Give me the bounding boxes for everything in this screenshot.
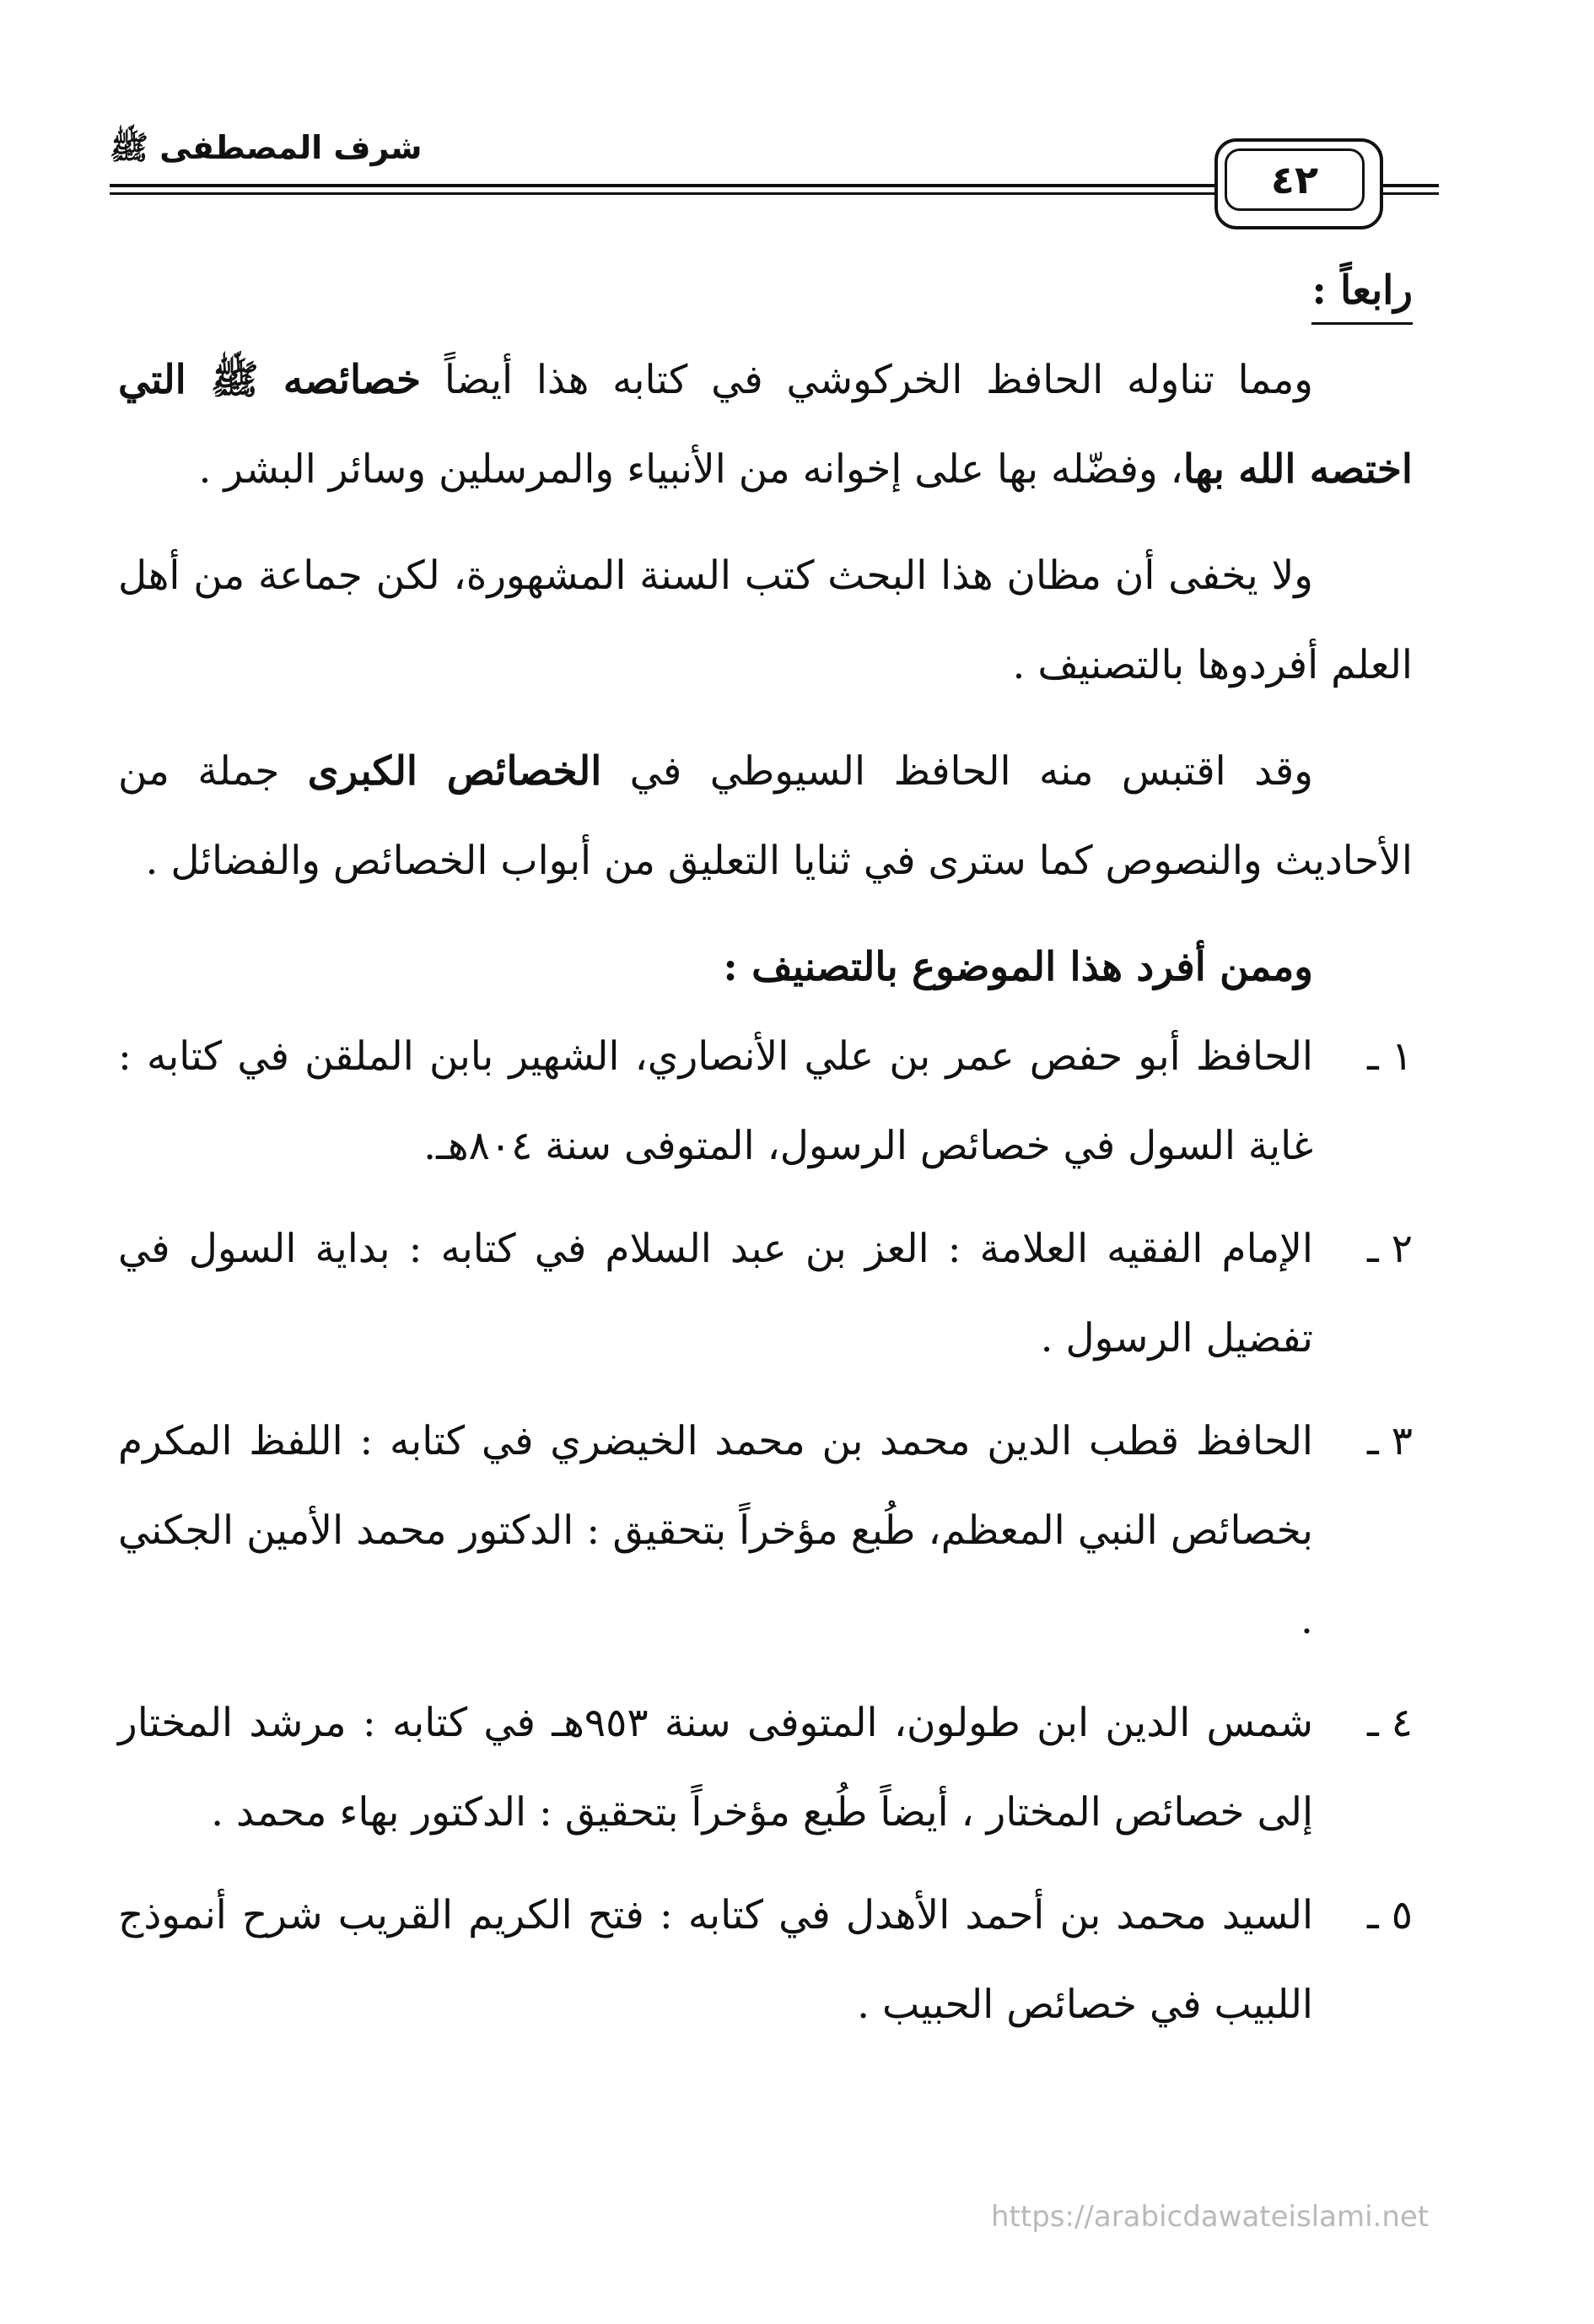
section-heading-wrap	[118, 246, 1413, 336]
list-item-number: ٥ ـ	[1367, 1892, 1414, 1938]
list-item-text: الإمام الفقيه العلامة : العز بن عبد السلام في كتابه : بداية السول في تفضيل الرسول .	[118, 1226, 1313, 1362]
paragraph-1-bold: خصائصه ﷺ التي اختصه الله بها	[118, 357, 1413, 493]
watermark-url: https://arabicdawateislami.net	[991, 2200, 1430, 2234]
list-item-text: الحافظ أبو حفص عمر بن علي الأنصاري، الشهير بابن الملقن في كتابه : غاية السول في خصائص الرسول، المتوفى سنة ٨٠٤هـ.	[118, 1033, 1313, 1169]
authors-list	[118, 1012, 1413, 2050]
list-item	[118, 1679, 1413, 1858]
page-number: ٤٢	[1225, 148, 1365, 211]
paragraph-1	[118, 336, 1413, 515]
page-body	[118, 246, 1413, 2050]
paragraph-4: وممن أفرد هذا الموضوع بالتصنيف :	[723, 944, 1313, 990]
list-item-text: السيد محمد بن أحمد الأهدل في كتابه : فتح الكريم القريب شرح أنموذج اللبيب في خصائص الحبيب .	[118, 1892, 1314, 2028]
paragraph-3-text-b: جملة من الأحاديث والنصوص كما سترى في ثنايا التعليق من أبواب الخصائص والفضائل .	[118, 748, 1413, 884]
paragraph-1-text-a: ومما تناوله الحافظ الخركوشي في كتابه هذا أيضاً	[444, 357, 1313, 403]
running-header-title: شرف المصطفى ﷺ	[110, 129, 423, 166]
paragraph-3-bold: الخصائص الكبرى	[307, 748, 602, 795]
section-heading: رابعاً :	[1311, 260, 1413, 325]
list-item	[118, 1397, 1413, 1665]
list-item-number: ٤ ـ	[1367, 1700, 1414, 1746]
list-item-number: ٢ ـ	[1367, 1226, 1413, 1272]
list-item	[118, 1205, 1413, 1383]
list-item-number: ٣ ـ	[1367, 1418, 1413, 1464]
list-item-number: ١ ـ	[1367, 1033, 1413, 1080]
list-item	[118, 1012, 1413, 1191]
list-item-text: شمس الدين ابن طولون، المتوفى سنة ٩٥٣هـ في كتابه : مرشد المختار إلى خصائص المختار ، أيضاً طُبع مؤخراً بتحقيق : الدكتور بهاء محمد .	[118, 1700, 1314, 1836]
paragraph-3	[118, 727, 1413, 906]
paragraph-3-text-a: وقد اقتبس منه الحافظ السيوطي في	[629, 748, 1313, 795]
header-rule	[110, 192, 1225, 195]
paragraph-2: ولا يخفى أن مظان هذا البحث كتب السنة المشهورة، لكن جماعة من أهل العلم أفردوها بالتصنيف .	[118, 553, 1413, 688]
list-item-text: الحافظ قطب الدين محمد بن محمد الخيضري في كتابه : اللفظ المكرم بخصائص النبي المعظم، طُبع مؤخراً بتحقيق : الدكتور محمد الأمين الجكني .	[118, 1418, 1313, 1643]
list-item	[118, 1871, 1413, 2050]
paragraph-1-text-b: ، وفضّله بها على إخوانه من الأنبياء والمرسلين وسائر البشر .	[198, 446, 1183, 493]
header-rule	[110, 184, 1225, 187]
